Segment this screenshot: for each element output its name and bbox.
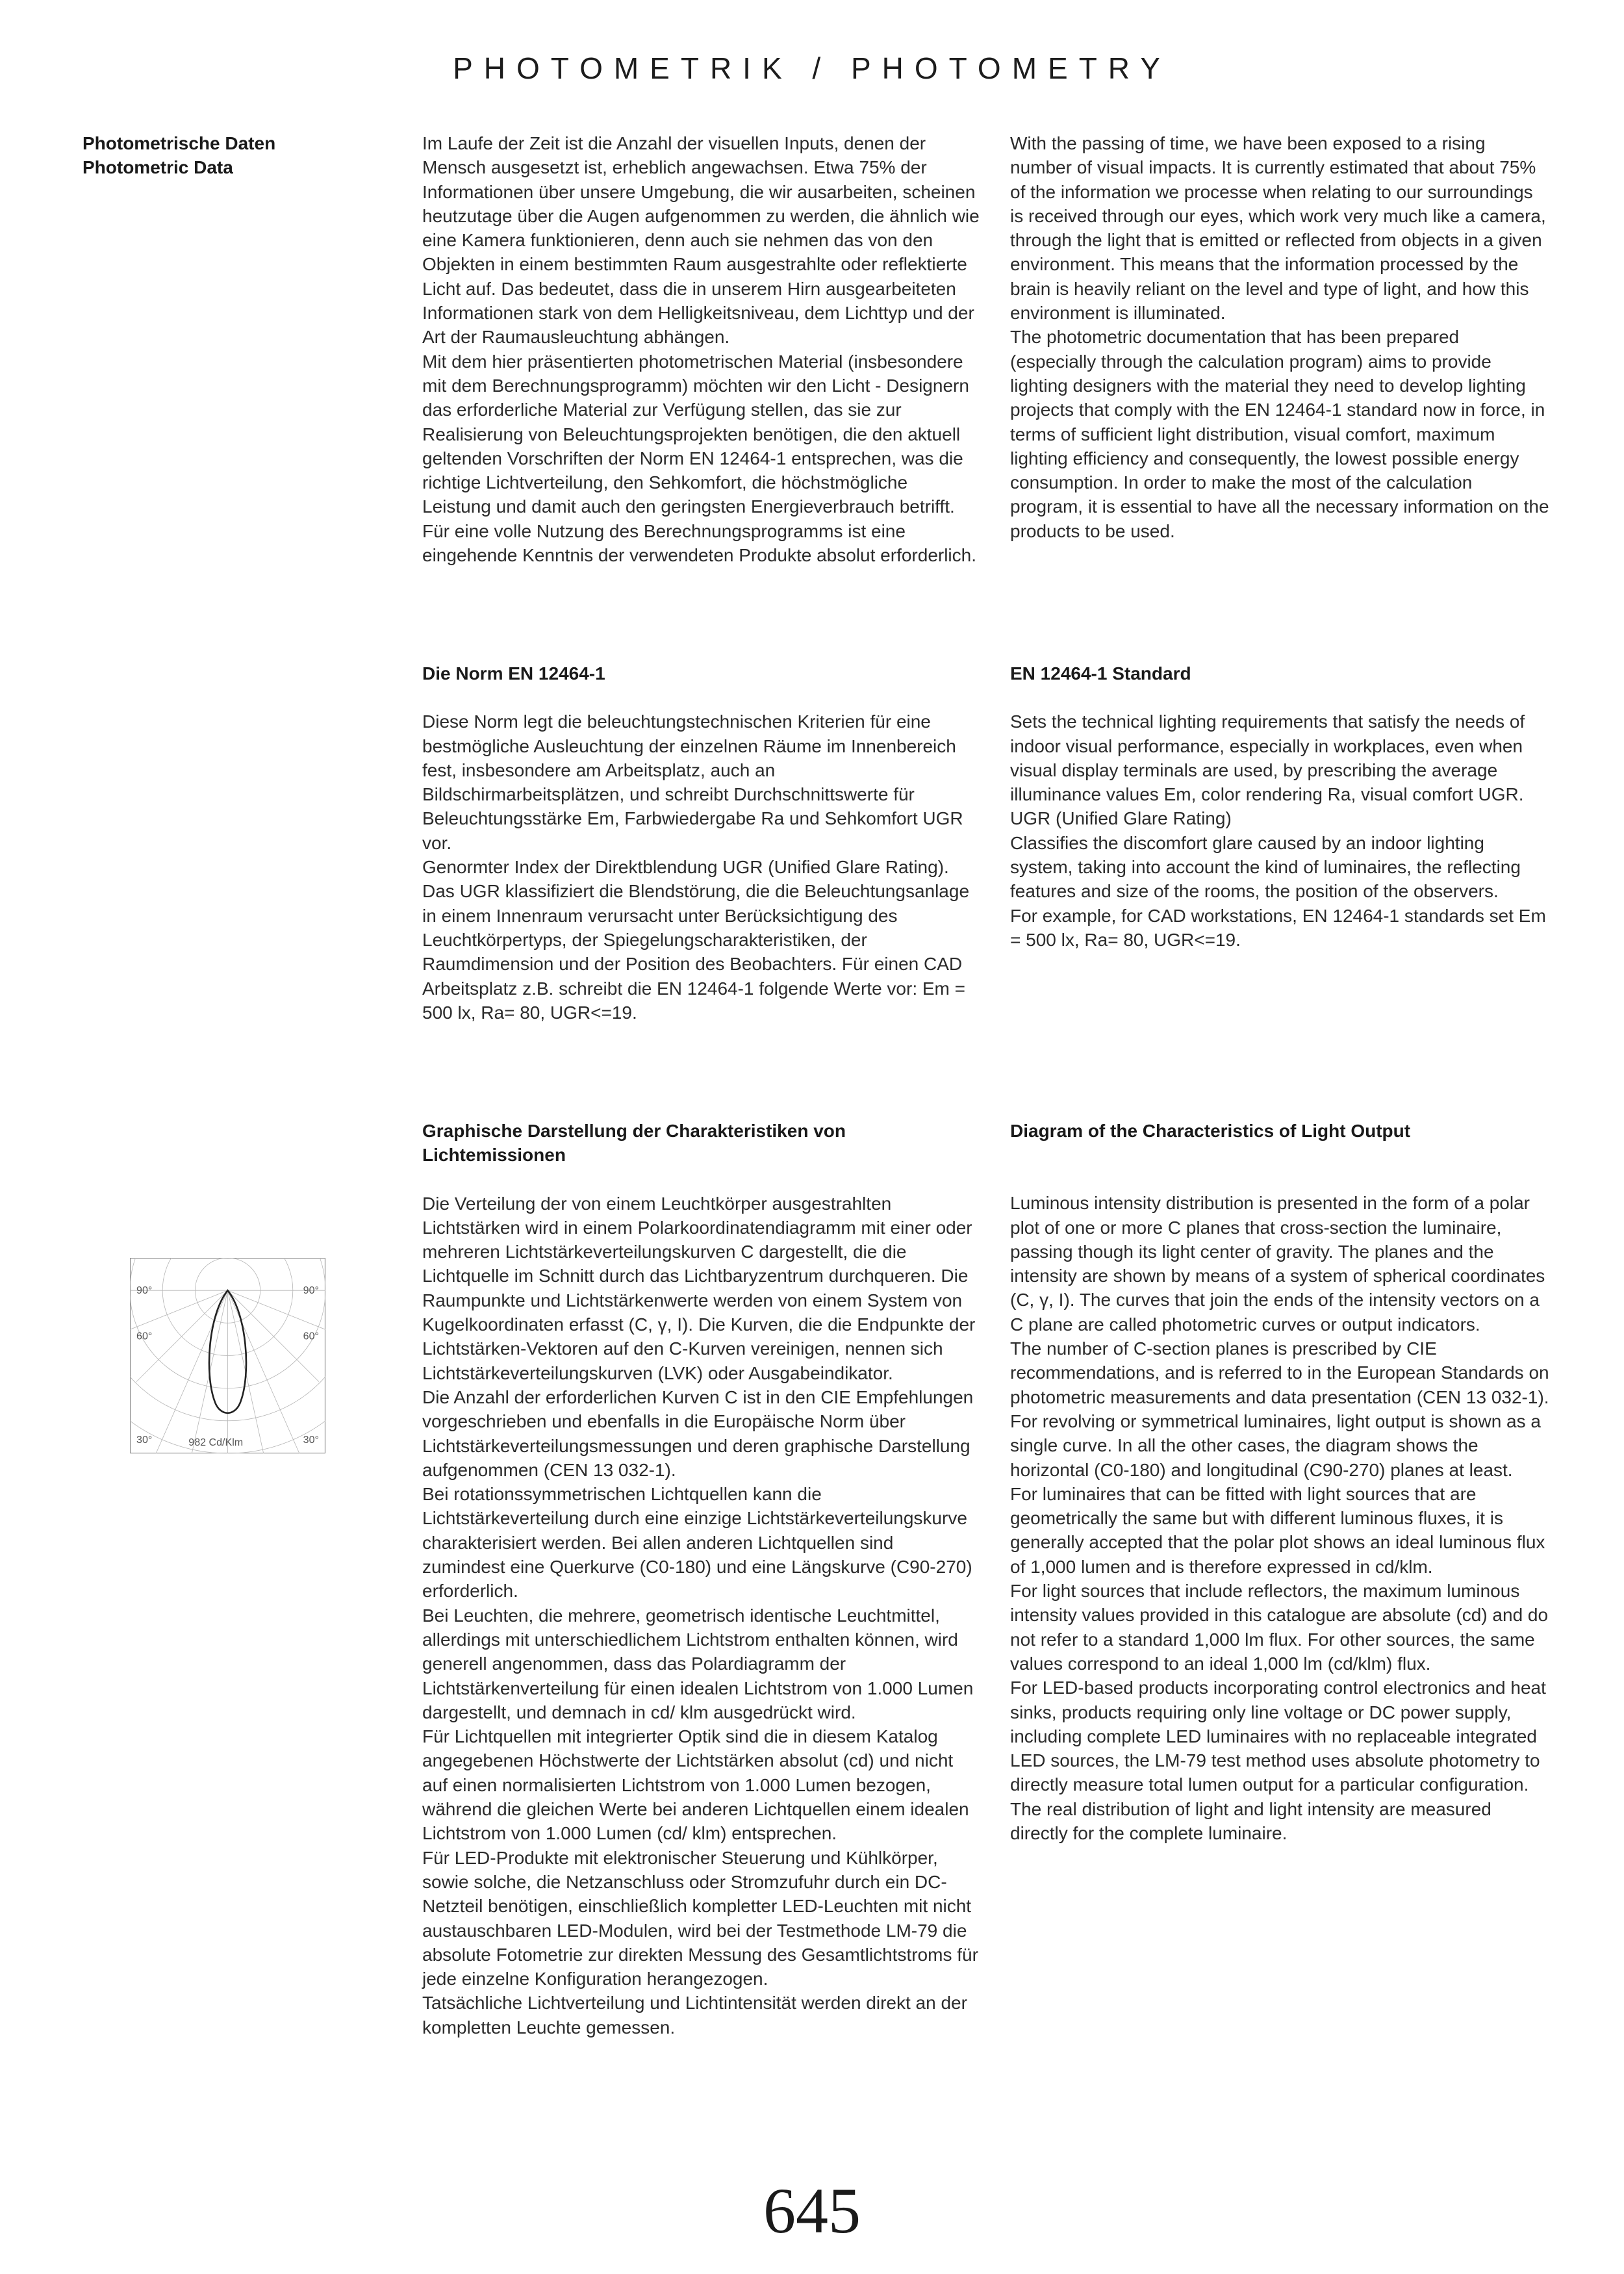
paragraph: The real distribution of light and light intensity are measured directly for the complete luminaire. [1010,1798,1491,1844]
polar-diagram [130,1258,325,1453]
intro-text-en [1010,131,1549,543]
section-heading: Die Norm EN 12464-1 [422,663,605,683]
norm-section-en [1010,661,1549,952]
paragraph: Die Verteilung der von einem Leuchtkörper ausgestrahlten Lichtstärken wird in einem Polarkoordinatendiagramm mit einer oder mehreren Lichtstärkeverteilungskurven C dargestellt, die die Lichtquelle im Schnitt durch das Lichtbaryzentrum durchqueren. Die Raumpunkte und Lichtstärkenwerte werden von einem System von Kugelkoordinaten erfasst (C, γ, I). Die Kurven, die die Endpunkte der Lichtstärken-Vektoren auf den C-Kurven vereinigen, nennen sich Lichtstärkeverteilungskurven (LVK) oder Ausgabeindikator. [422,1193,976,1383]
paragraph: Mit dem hier präsentierten photometrischen Material (insbesondere mit dem Berechnungsprogramm) möchten wir den Licht - Designern das erforderliche Material zur Verfügung stellen, das sie zur Realisierung von Beleuchtungsprojekten benötigen, die den aktuell geltenden Vorschriften der Norm EN 12464-1 entsprechen, was die richtige Lichtverteilung, den Sehkomfort, die höchstmögliche Leistung und damit auch den geringsten Energieverbrauch betrifft. Für eine volle Nutzung des Berechnungsprogramms ist eine eingehende Kenntnis der verwendeten Produkte absolut erforderlich. [422,351,977,566]
angle-label-60-right: 60° [303,1330,319,1342]
angle-label-30-right: 30° [303,1433,319,1446]
page-header: PHOTOMETRIK / PHOTOMETRY [453,51,1171,85]
page-number: 645 [763,2175,861,2247]
paragraph: With the passing of time, we have been exposed to a rising number of visual impacts. It is currently estimated that about 75% of the information we processe when relating to our surroundings is received through our eyes, which work very much like a camera, through the light that is emitted or reflected from objects in a given environment. This means that the information processed by the brain is heavily reliant on the level and type of light, and how this environment is illuminated. [1010,133,1546,324]
paragraph: For LED-based products incorporating control electronics and heat sinks, products requiring only line voltage or DC power supply, including complete LED luminaires with no replaceable integrated LED sources, the LM-79 test method uses absolute photometry to directly measure total lumen output for a particular configuration. [1010,1678,1546,1795]
section-heading: EN 12464-1 Standard [1010,663,1191,683]
paragraph: The photometric documentation that has been prepared (especially through the calculation program) aims to provide lighting designers with the material they need to develop lighting projects that comply with the EN 12464-1 standard now in force, in terms of sufficient light distribution, visual comfort, maximum lighting efficiency and consequently, the lowest possible energy consumption. In order to make the most of the calculation program, it is essential to have all the necessary information on the products to be used. [1010,327,1549,541]
paragraph: Classifies the discomfort glare caused by an indoor lighting system, taking into account the kind of luminaires, the reflecting features and size of the rooms, the position of the observers. [1010,832,1521,902]
paragraph: Bei Leuchten, die mehrere, geometrisch identische Leuchtmittel, allerdings mit unterschiedlichem Lichtstrom enthalten können, wird generell angenommen, dass das Polardiagramm der Lichtstärkenverteilung für einen idealen Lichtstrom von 1.000 Lumen dargestellt, und demnach in cd/ klm ausgedrückt wird. [422,1605,974,1722]
paragraph: For revolving or symmetrical luminaires, light output is shown as a single curve. In all the other cases, the diagram shows the horizontal (C0-180) and longitudinal (C90-270) planes at least. [1010,1411,1541,1480]
paragraph: Für Lichtquellen mit integrierter Optik sind die in diesem Katalog angegebenen Höchstwerte der Lichtstärken absolut (cd) und nicht auf einen normalisierten Lichtstrom von 1.000 Lumen bezogen, während die gleichen Werte bei anderen Lichtquellen einem idealen Lichtstrom von 1.000 Lumen (cd/ klm) entsprechen. [422,1726,969,1844]
sidebar-title-de: Photometrische Daten [82,133,276,153]
section-heading: Graphische Darstellung der Charakteristiken von Lichtemissionen [422,1121,846,1166]
paragraph: For example, for CAD workstations, EN 12464-1 standards set Em = 500 lx, Ra= 80, UGR<=19. [1010,905,1546,950]
paragraph: Das UGR klassifiziert die Blendstörung, die die Beleuchtungsanlage in einem Innenraum verursacht unter Berücksichtigung des Leuchtkörpertyps, der Spiegelungscharakteristiken, der Raumdimension und der Position des Beobachters. Für einen CAD Arbeitsplatz z.B. schreibt die EN 12464-1 folgende Werte vor: Em = 500 lx, Ra= 80, UGR<=19. [422,881,970,1023]
paragraph: Für LED-Produkte mit elektronischer Steuerung und Kühlkörper, sowie solche, die Netzanschluss oder Stromzufuhr durch ein DC-Netzteil benötigen, einschließlich kompletter LED-Leuchten mit nicht austauschbaren LED-Modulen, wird bei der Testmethode LM-79 die absolute Fotometrie zur direkten Messung des Gesamtlichtstroms für jede einzelne Konfiguration herangezogen. [422,1847,978,1989]
paragraph: Bei rotationssymmetrischen Lichtquellen kann die Lichtstärkeverteilung durch eine einzige Lichtstärkeverteilungskurve charakterisiert werden. Bei allen anderen Lichtquellen sind zumindest eine Querkurve (C0-180) und eine Längskurve (C90-270) erforderlich. [422,1484,972,1602]
paragraph: Die Anzahl der erforderlichen Kurven C ist in den CIE Empfehlungen vorgeschrieben und ebenfalls in die Europäische Norm über Lichtstärkeverteilungsmessungen und deren graphische Darstellung aufgenommen (CEN 13 032-1). [422,1386,974,1480]
diagram-section-de [422,1119,981,2039]
angle-label-90-right: 90° [303,1284,319,1297]
paragraph: Tatsächliche Lichtverteilung und Lichtintensität werden direkt an der kompletten Leuchte gemessen. [422,1993,967,2038]
intensity-label: 982 Cd/Klm [188,1436,244,1448]
intro-text-de [422,131,981,567]
angle-label-60-left: 60° [136,1330,153,1342]
angle-label-30-left: 30° [136,1433,153,1446]
paragraph: Sets the technical lighting requirements that satisfy the needs of indoor visual performance, especially in workplaces, even when visual display terminals are used, by prescribing the average illuminance values Em, color rendering Ra, visual comfort UGR. [1010,711,1525,805]
sidebar-title [82,131,355,179]
paragraph: Genormter Index der Direktblendung UGR (Unified Glare Rating). [422,857,949,878]
sidebar-title-en: Photometric Data [82,157,233,177]
paragraph: For luminaires that can be fitted with light sources that are geometrically the same but with different luminous fluxes, it is generally accepted that the polar plot shows an ideal luminous flux of 1,000 lumen and is therefore expressed in cd/klm. [1010,1483,1545,1577]
section-heading: Diagram of the Characteristics of Light Output [1010,1121,1411,1141]
paragraph: Luminous intensity distribution is presented in the form of a polar plot of one or more C planes that cross-section the luminaire, passing though its light center of gravity. The planes and the intensity are shown by means of a system of spherical coordinates (C, γ, I). The curves that join the ends of the intensity vectors on a C plane are called photometric curves or output indicators. [1010,1193,1545,1335]
paragraph: UGR (Unified Glare Rating) [1010,808,1232,829]
angle-label-90-left: 90° [136,1284,153,1297]
paragraph: Diese Norm legt die beleuchtungstechnischen Kriterien für eine bestmögliche Ausleuchtung der einzelnen Räume im Innenbereich fest, insbesondere am Arbeitsplatz, auch an Bildschirmarbeitsplätzen, und schreibt Durchschnittswerte für Beleuchtungsstärke Em, Farbwiedergabe Ra und Sehkomfort UGR vor. [422,711,963,853]
diagram-section-en [1010,1119,1549,1845]
paragraph: For light sources that include reflectors, the maximum luminous intensity values provided in this catalogue are absolute (cd) and do not refer to a standard 1,000 lm flux. For other sources, the same values correspond to an ideal 1,000 lm (cd/klm) flux. [1010,1581,1549,1674]
paragraph: The number of C-section planes is prescribed by CIE recommendations, and is referred to in the European Standards on photometric measurements and data presentation (CEN 13 032-1). [1010,1338,1549,1407]
norm-section-de [422,661,981,1025]
paragraph: Im Laufe der Zeit ist die Anzahl der visuellen Inputs, denen der Mensch ausgesetzt ist, erheblich angewachsen. Etwa 75% der Informationen über unsere Umgebung, die wir ausarbeiten, scheinen heutzutage über die Augen aufgenommen zu werden, die ähnlich wie eine Kamera funktionieren, denn auch sie nehmen das von den Objekten in einem bestimmten Raum ausgestrahlte oder reflektierte Licht auf. Das bedeutet, dass die in unserem Hirn ausgearbeiteten Informationen stark von dem Helligkeitsniveau, dem Lichttyp und der Art der Raumausleuchtung abhängen. [422,133,980,348]
